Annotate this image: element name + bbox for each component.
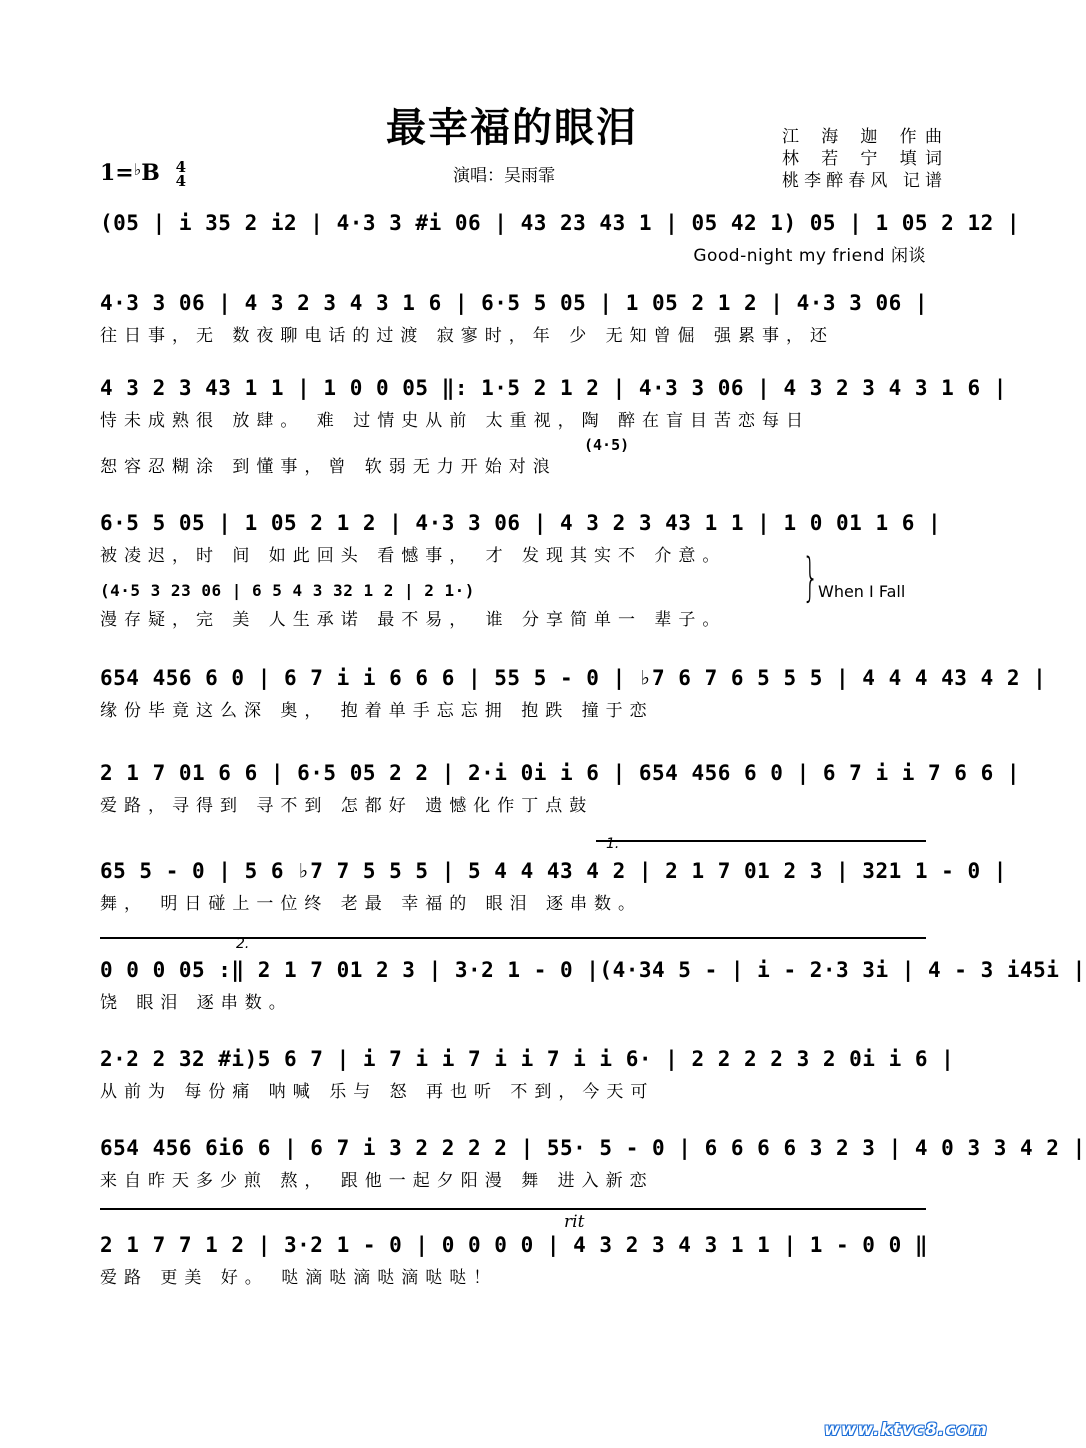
lyric-line: 往日事，无 数夜聊电话的过渡 寂寥时，年 少 无知曾倔 强累事，还	[100, 326, 835, 346]
notes-line: 2 1 7 01 6 6 | 6·5 05 2 2 | 2·i 0i i 6 | 654 456 6 0 | 6 7 i i 7 6 6 |	[100, 761, 1021, 785]
time-bottom: 4	[175, 172, 187, 190]
credit-lyricist: 林 若 宁 填词	[782, 149, 942, 169]
credit-transcriber: 桃李醉春风 记谱	[782, 171, 942, 191]
alt-notes: (4·5)	[584, 436, 630, 454]
notes-line: 2·2 2 32 #i)5 6 7 | i 7 i i 7 i i 7 i i 6· | 2 2 2 2 3 2 0i i 6 |	[100, 1047, 955, 1071]
time-top: 4	[175, 158, 187, 176]
score-system-10	[100, 1046, 955, 1104]
score-system-6	[100, 665, 1047, 723]
score-system-5	[100, 580, 800, 632]
flat-sign: ♭	[133, 160, 142, 179]
song-title: 最幸福的眼泪	[386, 105, 638, 151]
notes-line: (4·5 3 23 06 | 6 5 4 3 32 1 2 | 2 1·)	[100, 581, 475, 600]
notes-line: 654 456 6i6 6 | 6 7 i 3 2 2 2 2 | 55· 5 - 0 | 6 6 6 6 3 2 3 | 4 0 3 3 4 2 |	[100, 1136, 1086, 1160]
watermark-logo: www.ktvc8.com	[824, 1420, 988, 1440]
lyric-line: 舞， 明日碰上一位终 老最 幸福的 眼泪 逐串数。	[100, 894, 643, 914]
score-system-3	[100, 375, 1007, 479]
lyric-line: 爱路 更美 好。 哒滴哒滴哒滴哒哒！	[100, 1268, 498, 1288]
second-ending-bracket	[100, 937, 926, 939]
notes-line: 4·3 3 06 | 4 3 2 3 4 3 1 6 | 6·5 5 05 | 1 05 2 1 2 | 4·3 3 06 |	[100, 291, 929, 315]
notes-line: (05 | i 35 2 i2 | 4·3 3 #i 06 | 43 23 43 1 | 05 42 1) 05 | 1 05 2 12 |	[100, 211, 1021, 235]
lyric-line-alt: 恕容忍糊涂 到懂事，曾 软弱无力开始对浪	[100, 457, 557, 477]
lyric-line: 缘份毕竟这么深 奥， 抱着单手忘忘拥 抱跌 撞于恋	[100, 701, 654, 721]
lyric-line: 爱路，寻得到 寻不到 怎都好 遗憾化作丁点鼓	[100, 796, 594, 816]
lyric-line: 漫存疑，完 美 人生承诺 最不易， 谁 分享简单一 辈子。	[100, 610, 727, 630]
tempo-mark-rit: rit	[564, 1212, 585, 1232]
notes-line: 65 5 - 0 | 5 6 ♭7 7 5 5 5 | 5 4 4 43 4 2 | 2 1 7 01 2 3 | 321 1 - 0 |	[100, 859, 1007, 883]
key-label: 1=	[100, 160, 134, 186]
score-system-8	[100, 858, 1007, 916]
first-ending-label: 1.	[606, 836, 620, 852]
lyric-line: 从前为 每份痛 呐喊 乐与 怒 再也听 不到，今天可	[100, 1082, 655, 1102]
score-system-11	[100, 1135, 1086, 1193]
singer: 演唱：吴雨霏	[453, 166, 555, 186]
lyric-line: 被凌迟，时 间 如此回头 看憾事， 才 发现其实不 介意。	[100, 546, 727, 566]
score-system-12	[100, 1232, 929, 1290]
key-note: B	[141, 160, 160, 186]
notes-line: 4 3 2 3 43 1 1 | 1 0 0 05 ‖: 1·5 2 1 2 | 4·3 3 06 | 4 3 2 3 4 3 1 6 |	[100, 376, 1007, 400]
brace: }	[802, 548, 819, 608]
time-signature	[176, 160, 186, 188]
when-i-fall-label: When I Fall	[818, 582, 906, 601]
notes-line: 0 0 0 05 :‖ 2 1 7 01 2 3 | 3·2 1 - 0 |(4·34 5 - | i - 2·3 3i | 4 - 3 i45i |	[100, 958, 1086, 982]
notes-line: 2 1 7 7 1 2 | 3·2 1 - 0 | 0 0 0 0 | 4 3 2 3 4 3 1 1 | 1 - 0 0 ‖	[100, 1233, 929, 1257]
rit-bracket	[100, 1208, 926, 1210]
credits	[782, 126, 942, 192]
lyric-line: 来自昨天多少煎 熬， 跟他一起夕阳漫 舞 进入新恋	[100, 1171, 654, 1191]
credit-composer: 江 海 迦 作曲	[782, 127, 942, 147]
first-ending-bracket	[596, 840, 926, 842]
lyric-line: 恃未成熟很 放肆。 难 过情史从前 太重视，陶 醉在盲目苦恋每日	[100, 411, 811, 431]
notes-line: 654 456 6 0 | 6 7 i i 6 6 6 | 55 5 - 0 | ♭7 6 7 6 5 5 5 | 4 4 4 43 4 2 |	[100, 666, 1047, 690]
score-system-1	[100, 210, 1021, 268]
score-system-7	[100, 760, 1021, 818]
score-system-2	[100, 290, 929, 348]
key-signature	[100, 160, 186, 188]
lyric-line: 饶 眼泪 逐串数。	[100, 993, 293, 1013]
score-system-9	[100, 957, 1086, 1015]
lyric-line: Good-night my friend 闲谈	[693, 246, 926, 266]
second-ending-label: 2.	[236, 936, 250, 952]
notes-line: 6·5 5 05 | 1 05 2 1 2 | 4·3 3 06 | 4 3 2 3 43 1 1 | 1 0 01 1 6 |	[100, 511, 942, 535]
